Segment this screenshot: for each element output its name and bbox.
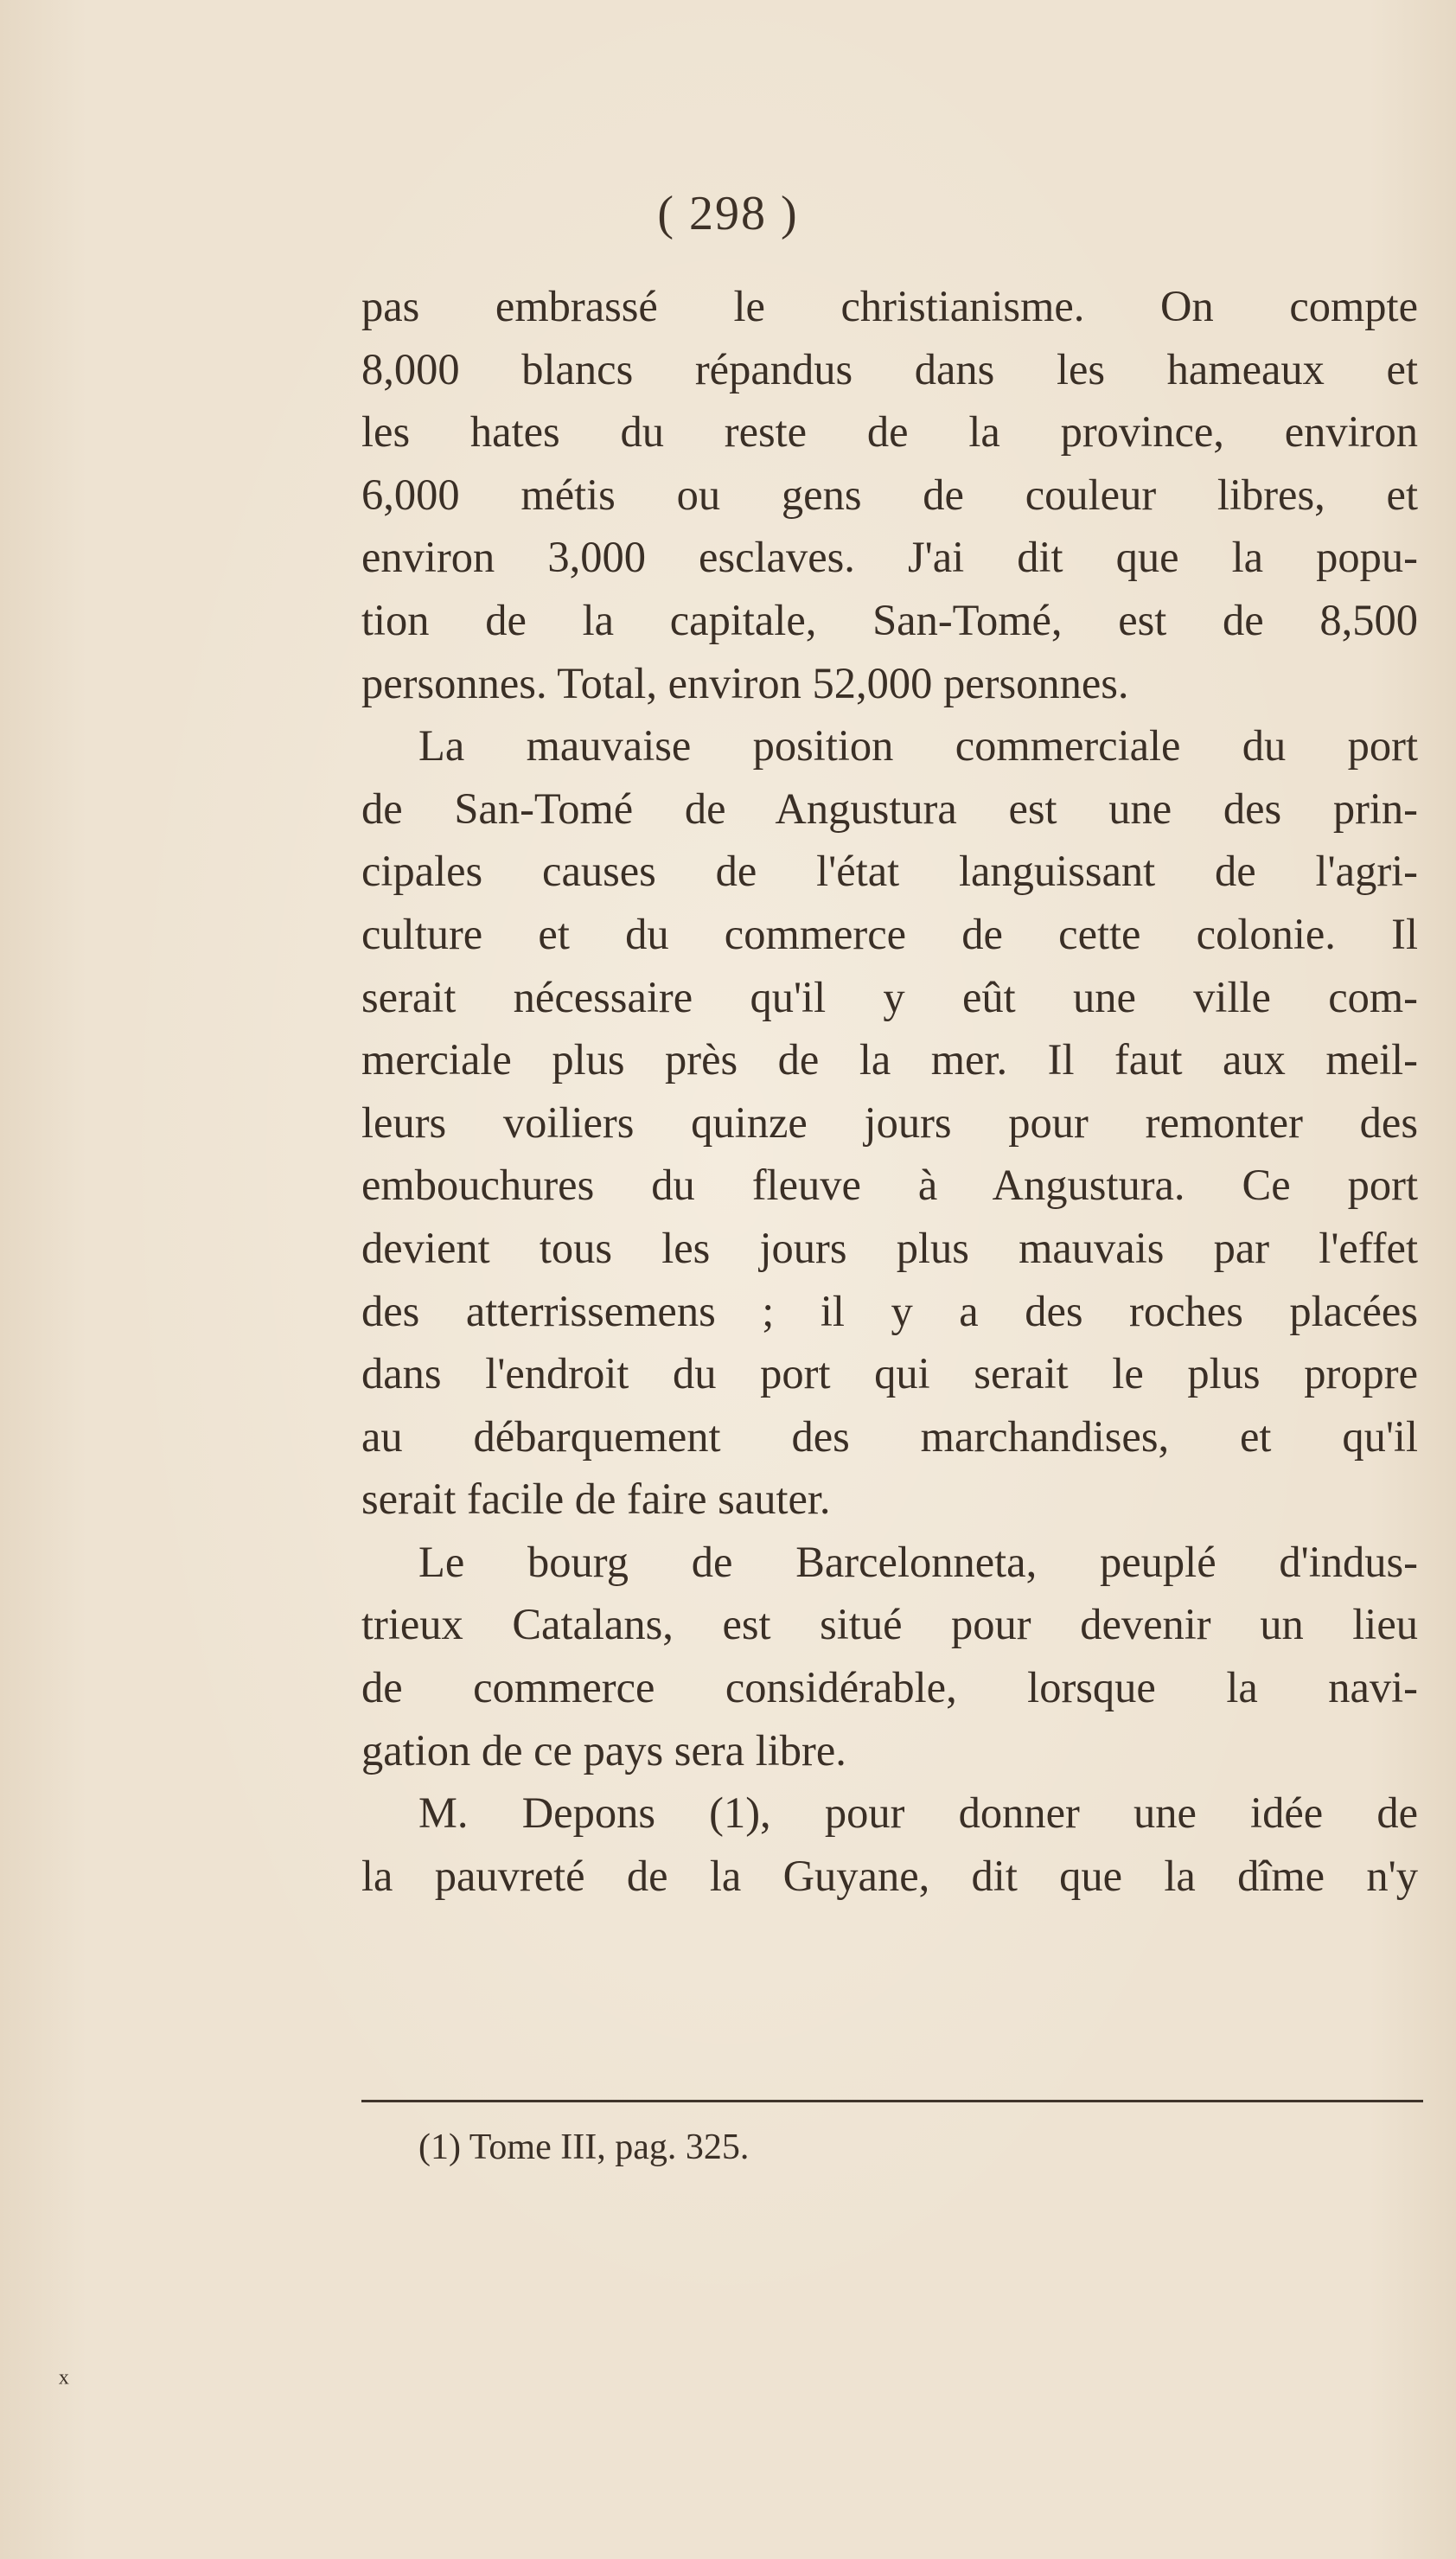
text-line: serait facile de faire sauter. (361, 1475, 831, 1524)
text-line: au débarquement des marchandises, et qu'il (361, 1411, 1418, 1461)
text-line: la pauvreté de la Guyane, dit que la dîme n'y (361, 1851, 1418, 1900)
text-line: merciale plus près de la mer. Il faut aux meil- (361, 1035, 1418, 1084)
text-line: tion de la capitale, San-Tomé, est de 8,500 (361, 595, 1418, 644)
paragraph-start-line: Le bourg de Barcelonneta, peuplé d'indus- (418, 1537, 1418, 1586)
text-line: devient tous les jours plus mauvais par l'effet (361, 1223, 1418, 1272)
text-line: de San-Tomé de Angustura est une des prin- (361, 784, 1418, 833)
text-line: les hates du reste de la province, environ (361, 407, 1418, 457)
text-line: culture et du commerce de cette colonie. Il (361, 909, 1418, 958)
text-line: personnes. Total, environ 52,000 personnes. (361, 658, 1129, 707)
page-number: ( 298 ) (657, 187, 799, 240)
text-line: embouchures du fleuve à Angustura. Ce port (361, 1161, 1418, 1210)
text-line: serait nécessaire qu'il y eût une ville com- (361, 972, 1418, 1021)
text-line: cipales causes de l'état languissant de l'agri- (361, 847, 1418, 896)
text-line: dans l'endroit du port qui serait le plus propre (361, 1349, 1418, 1398)
text-line: des atterrissemens ; il y a des roches placées (361, 1286, 1418, 1335)
text-line: environ 3,000 esclaves. J'ai dit que la popu- (361, 533, 1418, 582)
text-line: leurs voiliers quinze jours pour remonter des (361, 1097, 1418, 1147)
paragraph-start-line: La mauvaise position commerciale du port (418, 721, 1418, 771)
text-line: trieux Catalans, est situé pour devenir un lieu (361, 1600, 1418, 1649)
footnote: (1) Tome III, pag. 325. (418, 2127, 750, 2167)
body-text (361, 275, 1418, 1907)
text-line: 6,000 métis ou gens de couleur libres, et (361, 470, 1418, 519)
text-line: de commerce considérable, lorsque la navi- (361, 1663, 1418, 1712)
stray-mark: ₓ (59, 2350, 69, 2389)
text-line: 8,000 blancs répandus dans les hameaux et (361, 344, 1418, 393)
text-line: gation de ce pays sera libre. (361, 1725, 846, 1775)
paragraph-start-line: M. Depons (1), pour donner une idée de (418, 1788, 1418, 1838)
footnote-divider (361, 2100, 1423, 2102)
text-line: pas embrassé le christianisme. On compte (361, 282, 1418, 330)
